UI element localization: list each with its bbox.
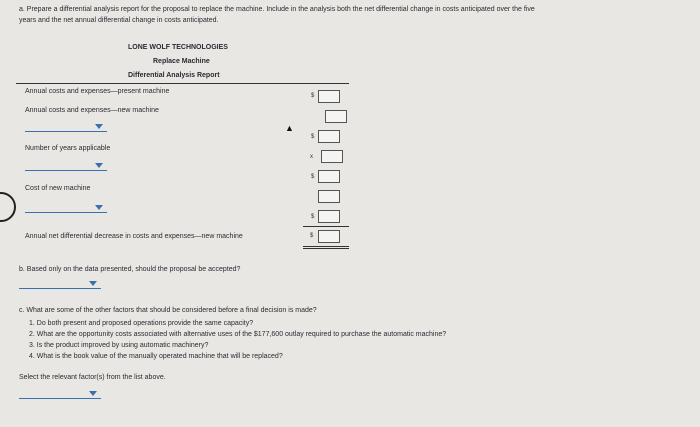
accept-proposal-dropdown[interactable]	[19, 279, 101, 289]
factor-4: 4. What is the book value of the manually operated machine that will be replaced?	[29, 353, 283, 360]
report-subtitle: Replace Machine	[153, 58, 210, 65]
chevron-down-icon	[95, 124, 103, 129]
dropdown-row-label-3[interactable]	[25, 203, 107, 213]
dollar-sign: $	[310, 233, 314, 239]
dropdown-row-label-1[interactable]	[25, 122, 107, 132]
select-prompt: Select the relevant factor(s) from the list above.	[19, 374, 166, 381]
double-rule-top	[303, 246, 349, 247]
factor-3: 3. Is the product improved by using automatic machinery?	[29, 342, 209, 349]
net-five-year-input[interactable]	[318, 210, 340, 223]
row-label-years: Number of years applicable	[25, 145, 111, 152]
times-sign: x	[310, 154, 313, 160]
dollar-sign: $	[311, 93, 315, 99]
part-c-question: c. What are some of the other factors that should be considered before a final decision is made?	[19, 307, 317, 314]
report-company: LONE WOLF TECHNOLOGIES	[128, 44, 228, 51]
total-input[interactable]	[318, 170, 340, 183]
row-label-net: Annual net differential decrease in costs and expenses—new machine	[25, 233, 243, 240]
new-machine-input[interactable]	[325, 110, 347, 123]
part-a-prompt-line2: years and the net annual differential change in costs anticipated.	[19, 17, 219, 24]
dropdown-row-label-2[interactable]	[25, 161, 107, 171]
double-rule-bottom	[303, 248, 349, 249]
relevant-factors-dropdown[interactable]	[19, 389, 101, 399]
dollar-sign: $	[311, 214, 315, 220]
chevron-down-icon	[95, 205, 103, 210]
annual-net-input[interactable]	[318, 230, 340, 243]
chevron-down-icon	[95, 163, 103, 168]
row-label-new: Annual costs and expenses—new machine	[25, 107, 159, 114]
present-machine-input[interactable]	[318, 90, 340, 103]
cost-new-machine-input[interactable]	[318, 190, 340, 203]
chevron-down-icon	[89, 281, 97, 286]
total-rule	[303, 226, 349, 227]
circle-annotation	[0, 192, 16, 222]
part-b-question: b. Based only on the data presented, should the proposal be accepted?	[19, 266, 241, 273]
years-input[interactable]	[321, 150, 343, 163]
part-a-prompt: a. Prepare a differential analysis report for the proposal to replace the machine. Include in the analysis both the net differential change in costs anticipated over the five	[19, 6, 535, 13]
chevron-down-icon	[89, 391, 97, 396]
factor-2: 2. What are the opportunity costs associated with alternative uses of the $177,600 outlay required to purchase the automatic machine?	[29, 331, 447, 338]
header-rule	[16, 83, 349, 84]
report-title: Differential Analysis Report	[128, 72, 220, 79]
difference-input[interactable]	[318, 130, 340, 143]
cursor-arrow-icon: ▲	[285, 123, 294, 133]
dollar-sign: $	[311, 174, 315, 180]
dollar-sign: $	[311, 134, 315, 140]
factor-1: 1. Do both present and proposed operations provide the same capacity?	[29, 320, 254, 327]
row-label-cost-new: Cost of new machine	[25, 185, 91, 192]
row-label-present: Annual costs and expenses—present machine	[25, 88, 170, 95]
